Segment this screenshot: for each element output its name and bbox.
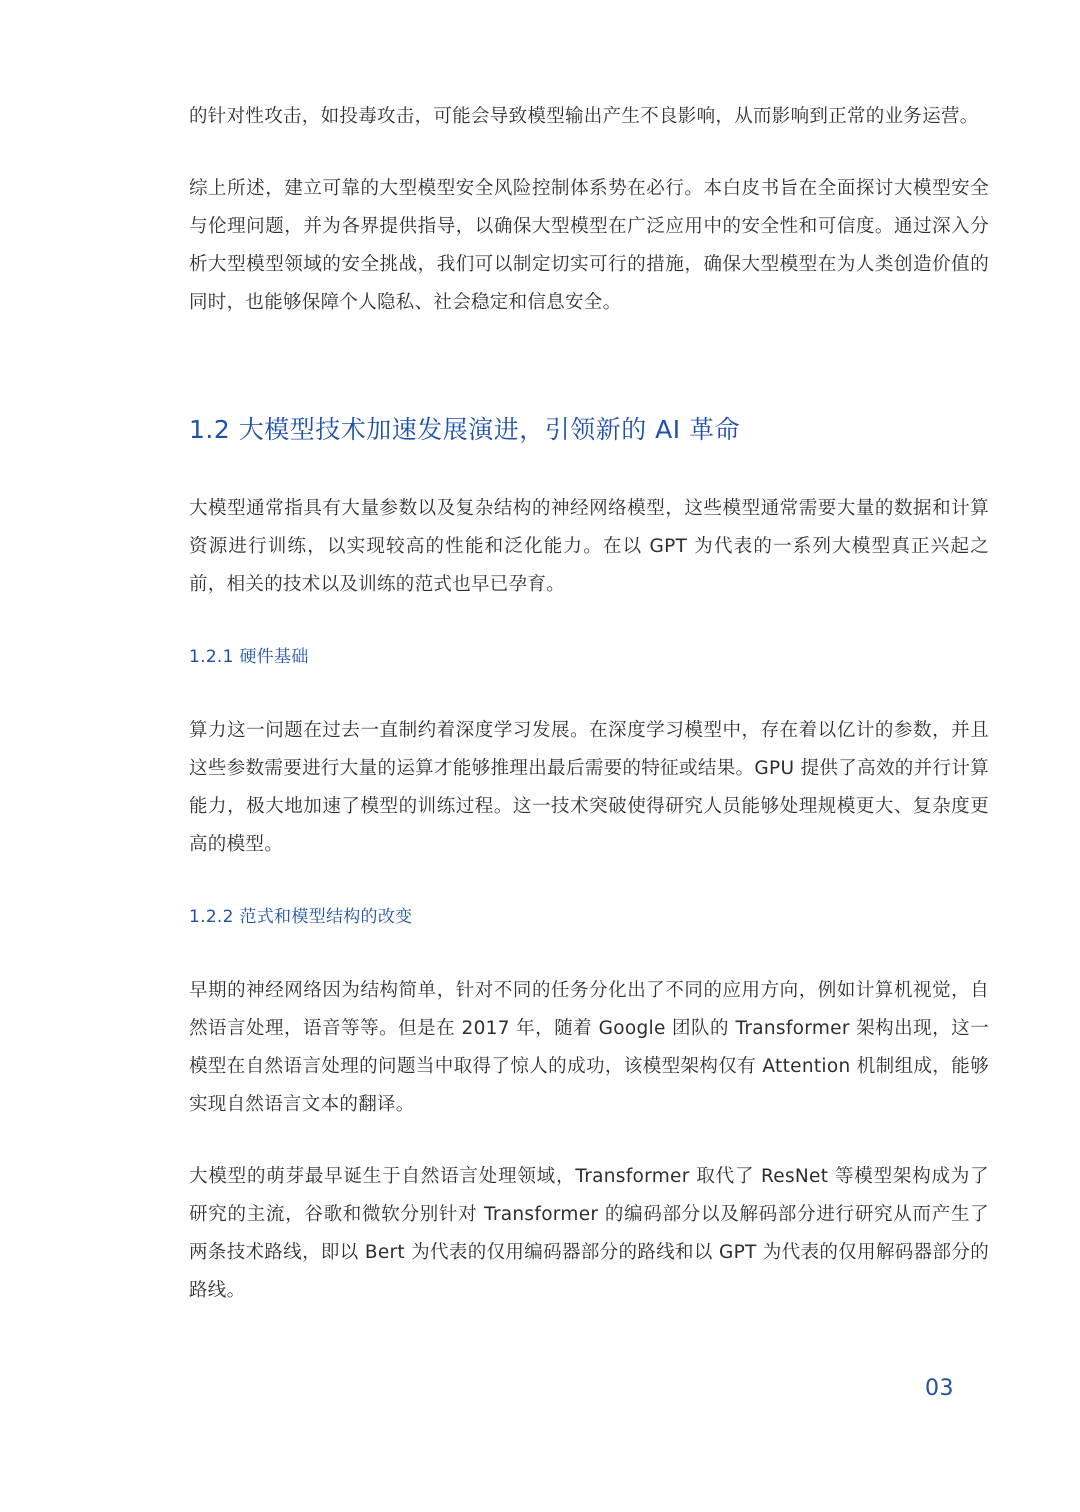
intro-paragraph-1: 的针对性攻击，如投毒攻击，可能会导致模型输出产生不良影响，从而影响到正常的业务运营。: [189, 106, 979, 127]
section-heading: 1.2 大模型技术加速发展演进，引领新的 AI 革命: [189, 415, 741, 444]
subsection-heading-hardware: 1.2.1 硬件基础: [189, 647, 309, 667]
intro-paragraph-2: 综上所述，建立可靠的大型模型安全风险控制体系势在必行。本白皮书旨在全面探讨大模型安全与伦理问题，并为各界提供指导，以确保大型模型在广泛应用中的安全性和可信度。通过深入分析大型模型领域的安全挑战，我们可以制定切实可行的措施，确保大型模型在为人类创造价值的同时，也能够保障个人隐私、社会稳定和信息安全。: [189, 178, 989, 313]
page-content: [189, 98, 989, 1310]
paradigm-paragraph-1: 早期的神经网络因为结构简单，针对不同的任务分化出了不同的应用方向，例如计算机视觉，自然语言处理，语音等等。但是在 2017 年，随着 Google 团队的 Transformer 架构出现，这一模型在自然语言处理的问题当中取得了惊人的成功，该模型架构仅有 Attention 机制组成，能够实现自然语言文本的翻译。: [189, 980, 989, 1115]
hardware-paragraph: 算力这一问题在过去一直制约着深度学习发展。在深度学习模型中，存在着以亿计的参数，并且这些参数需要进行大量的运算才能够推理出最后需要的特征或结果。GPU 提供了高效的并行计算能力，极大地加速了模型的训练过程。这一技术突破使得研究人员能够处理规模更大、复杂度更高的模型。: [189, 720, 989, 855]
section-intro-paragraph: 大模型通常指具有大量参数以及复杂结构的神经网络模型，这些模型通常需要大量的数据和计算资源进行训练，以实现较高的性能和泛化能力。在以 GPT 为代表的一系列大模型真正兴起之前，相关的技术以及训练的范式也早已孕育。: [189, 498, 989, 595]
page-number: 03: [925, 1376, 954, 1401]
paradigm-paragraph-2: 大模型的萌芽最早诞生于自然语言处理领域，Transformer 取代了 ResNet 等模型架构成为了研究的主流，谷歌和微软分别针对 Transformer 的编码部分以及解码部分进行研究从而产生了两条技术路线，即以 Bert 为代表的仅用编码器部分的路线和以 GPT 为代表的仅用解码器部分的路线。: [189, 1166, 989, 1301]
subsection-heading-paradigm: 1.2.2 范式和模型结构的改变: [189, 907, 413, 927]
